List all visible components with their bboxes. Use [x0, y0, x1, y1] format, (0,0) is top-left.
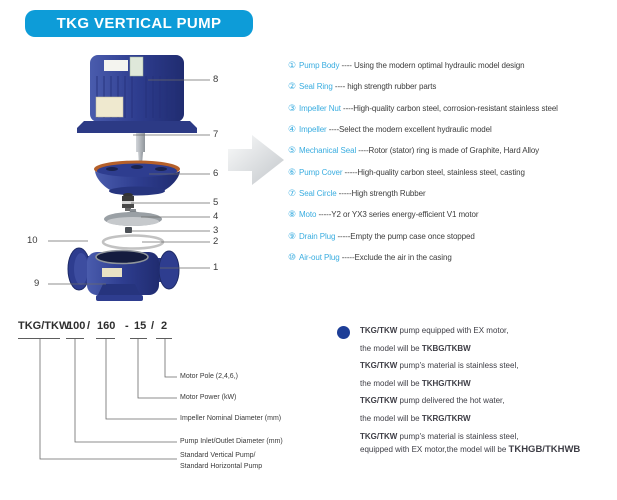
note-text: pump's material is stainless steel,: [397, 431, 519, 441]
arrow-right-icon: [228, 135, 284, 185]
pump-exploded-diagram: [0, 40, 300, 310]
part-name: Seal Circle: [298, 189, 337, 199]
note-line-8: [360, 445, 612, 459]
part-desc: ---- high strength rubber parts: [332, 82, 437, 92]
note-text: pump delivered the hot water,: [397, 396, 505, 406]
note-model: TKHG/TKHW: [421, 378, 471, 388]
note-text: pump's material is stainless steel,: [397, 361, 519, 371]
note-text: the model will be: [360, 378, 422, 388]
part-desc: -----Y2 or YX3 series energy-efficient V1 motor: [316, 210, 479, 220]
impeller-nut-shape: [125, 227, 132, 233]
note-text: the model will be: [360, 413, 422, 423]
part-item-7: [288, 183, 616, 204]
part-name: Pump Cover: [298, 167, 343, 177]
model-slash: /: [151, 320, 155, 332]
motor-shape: [77, 55, 197, 165]
note-line-5: [360, 392, 612, 410]
note-line-4: [360, 375, 612, 393]
pump-cover-shape: [94, 161, 180, 196]
note-model: TKHGB/TKHWB: [508, 444, 581, 456]
callout-1: 1: [213, 262, 219, 273]
part-item-10: [288, 247, 616, 268]
part-desc: -----High-quality carbon steel, stainless steel, casting: [342, 167, 525, 177]
note-bold: TKG/TKW: [360, 431, 398, 441]
mechanical-seal-shape: [122, 193, 134, 211]
note-text: equipped with EX motor,the model will be: [360, 445, 509, 455]
note-line-2: [360, 340, 612, 358]
callout-6: 6: [213, 168, 219, 179]
circled-number-icon: ③: [288, 102, 296, 113]
circled-number-icon: ④: [288, 124, 296, 135]
pump-body-shape: [68, 248, 179, 301]
callout-8: 8: [213, 74, 219, 85]
impeller-shape: [104, 209, 162, 226]
part-item-1: [288, 55, 616, 76]
part-name: Drain Plug: [298, 231, 336, 241]
model-impeller: 160: [97, 320, 116, 332]
parts-list: [288, 55, 616, 268]
note-text: pump equipped with EX motor,: [397, 326, 509, 335]
part-name: Moto: [298, 210, 317, 220]
circled-number-icon: ①: [288, 60, 296, 70]
part-name: Air-out Plug: [298, 253, 340, 263]
part-desc: ----High-quality carbon steel, corrosion-resistant stainless steel: [340, 103, 558, 113]
model-variant-notes: [360, 322, 612, 459]
part-desc: ----Select the modern excellent hydraulic model: [326, 125, 492, 135]
note-bold: TKG/TKW: [360, 361, 398, 371]
part-item-3: [288, 98, 616, 119]
label-motor-power: Motor Power (kW): [180, 394, 237, 401]
note-line-3: [360, 357, 612, 375]
part-item-2: [288, 76, 616, 97]
part-name: Impeller Nut: [298, 103, 341, 113]
part-item-5: [288, 140, 616, 161]
part-item-6: [288, 162, 616, 183]
label-motor-pole: Motor Pole (2,4,6,): [180, 373, 238, 380]
note-line-7: [360, 428, 612, 446]
model-family: TKG/TKW: [18, 320, 70, 332]
part-desc: -----Exclude the air in the casing: [339, 253, 452, 263]
note-line-6: [360, 410, 612, 428]
label-impeller-diameter: Impeller Nominal Diameter (mm): [180, 415, 282, 422]
circled-number-icon: ⑤: [288, 145, 296, 156]
circled-number-icon: ⑩: [288, 252, 296, 263]
model-slash: /: [87, 320, 91, 332]
note-bold: TKG/TKW: [360, 326, 398, 335]
callout-4: 4: [213, 211, 219, 222]
model-pole: 2: [161, 320, 168, 332]
part-desc: -----High strength Rubber: [336, 189, 426, 199]
callout-2: 2: [213, 236, 219, 247]
part-name: Mechanical Seal: [298, 146, 357, 156]
circled-number-icon: ⑦: [288, 188, 296, 199]
part-name: Seal Ring: [298, 82, 333, 92]
callout-7: 7: [213, 129, 219, 140]
part-desc: -----Empty the pump case once stopped: [335, 231, 475, 241]
part-name: Impeller: [298, 125, 327, 135]
part-item-4: [288, 119, 616, 140]
part-item-8: [288, 204, 616, 225]
model-power: 15: [134, 320, 147, 332]
callout-5: 5: [213, 197, 219, 208]
note-bold: TKG/TKW: [360, 396, 398, 406]
label-standard-vertical: Standard Vertical Pump/: [180, 452, 256, 459]
circled-number-icon: ⑧: [288, 209, 296, 220]
part-desc: ----Rotor (stator) ring is made of Graphite, Hard Alloy: [356, 146, 540, 156]
bullet-dot-icon: [337, 326, 350, 339]
circled-number-icon: ⑥: [288, 166, 296, 177]
label-standard-horizontal: Standard Horizontal Pump: [180, 463, 263, 470]
note-line-1: [360, 322, 612, 340]
circled-number-icon: ⑨: [288, 230, 296, 241]
model-inlet: 100: [67, 320, 86, 332]
callout-10: 10: [27, 235, 38, 246]
callout-9: 9: [34, 278, 40, 289]
note-text: the model will be: [360, 343, 422, 353]
part-item-9: [288, 226, 616, 247]
note-model: TKBG/TKBW: [421, 343, 471, 353]
page-title: TKG VERTICAL PUMP: [25, 10, 253, 37]
circled-number-icon: ②: [288, 81, 296, 92]
callout-3: 3: [213, 225, 219, 236]
note-model: TKRG/TKRW: [421, 413, 471, 423]
part-desc: ---- Using the modern optimal hydraulic model design: [339, 61, 525, 70]
label-inlet-diameter: Pump Inlet/Outlet Diameter (mm): [180, 438, 283, 445]
model-dash: -: [125, 320, 129, 332]
part-name: Pump Body: [298, 61, 340, 70]
